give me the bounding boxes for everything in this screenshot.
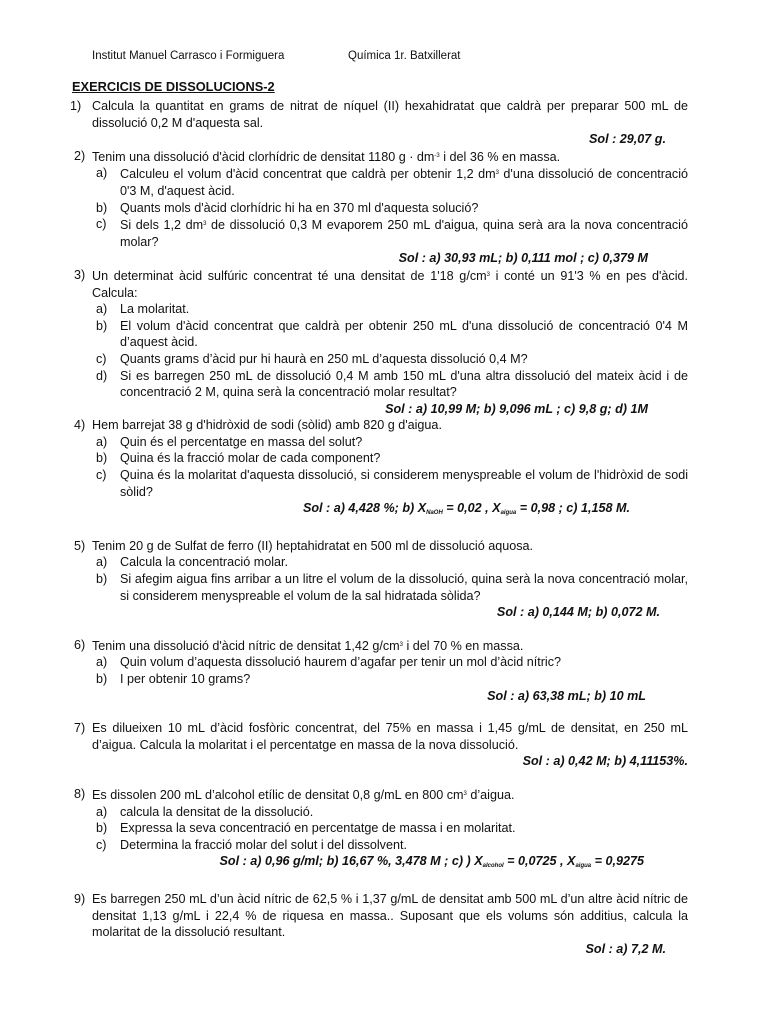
solution: Sol : a) 7,2 M.	[585, 941, 666, 956]
exercise-9	[70, 891, 688, 957]
exercise-6	[70, 637, 688, 704]
exercise-list	[70, 98, 688, 957]
subquestion-b: b) Expressa la seva concentració en percentatge de massa i en molaritat.	[96, 821, 516, 836]
exercise-number: 8)	[74, 786, 86, 801]
exercise-2	[70, 148, 688, 267]
subquestion-a: a) Quin és el percentatge en massa del solut?	[96, 434, 363, 449]
exercise-number: 4)	[74, 418, 86, 433]
subquestion-b: b) Quants mols d'àcid clorhídric hi ha en 370 ml d'aquesta solució?	[96, 200, 479, 215]
exercise-number: 2)	[74, 148, 86, 163]
document-title: EXERCICIS DE DISSOLUCIONS-2	[72, 79, 275, 94]
solution: Sol : a) 63,38 mL; b) 10 mL	[487, 688, 646, 703]
exercise-text: Es dilueixen 10 mL d’àcid fosfòric concentrat, del 75% en massa i 1,45 g/mL de densitat, en 250 mL d’aigua. Calcula la molaritat i el percentatge en massa de la nova dissolució.	[92, 721, 688, 752]
exercise-text: Tenim 20 g de Sulfat de ferro (II) heptahidratat en 500 ml de dissolució aquosa.	[92, 538, 534, 553]
exercise-3	[70, 267, 688, 417]
subquestion-a: a) calcula la densitat de la dissolució.	[96, 804, 314, 819]
exercise-number: 1)	[70, 99, 82, 113]
solution: Sol : a) 30,93 mL; b) 0,111 mol ; c) 0,379 M	[398, 251, 648, 266]
subquestion-b: b) Si afegim aigua fins arribar a un litre el volum de la dissolució, quina serà la nova concentració molar, si considerem menyspreable el volum de la sal hidratada sòlida?	[96, 572, 688, 603]
solution: Sol : a) 10,99 M; b) 9,096 mL ; c) 9,8 g; d) 1M	[385, 401, 648, 416]
solution: Sol : a) 0,96 g/ml; b) 16,67 %, 3,478 M ; c) ) $X_{alcohol} = 0,0725$ , $X_{aigua} = 0,9275$	[219, 854, 644, 870]
exercise-1	[70, 98, 688, 148]
solution: Sol : a) 0,144 M; b) 0,072 M.	[496, 605, 660, 620]
course-name: Química 1r. Batxillerat	[348, 50, 461, 62]
exercise-number: 5)	[74, 538, 86, 553]
subquestion-b: b) El volum d'àcid concentrat que caldrà per obtenir 250 mL d'una dissolució de concentració 0'4 M d’aquest àcid.	[96, 318, 688, 350]
exercise-text: Es barregen 250 mL d’un àcid nítric de 62,5 % i 1,37 g/mL de densitat amb 500 mL d’un altre àcid nítric de densitat 1,13 g/mL i 22,4 % de riquesa en massa.. Suposant que els volums són additius, calcula la molaritat de la dissolució resultant.	[92, 891, 688, 940]
subquestion-b: b) I per obtenir 10 grams?	[96, 672, 251, 686]
subquestion-c: c) Si dels 1,2 $dm^3$ de dissolució 0,3 M evaporem 250 mL d'aigua, quina serà ara la nova concentració molar?	[96, 217, 688, 249]
exercise-5	[70, 538, 688, 621]
subquestion-b: b) Quina és la fracció molar de cada component?	[96, 451, 381, 466]
exercise-number: 3)	[74, 267, 86, 282]
exercise-text: Un determinat àcid sulfúric concentrat té una densitat de 1'18 $g/cm^3$ i conté un 91'3 % en pes d'àcid. Calcula:	[92, 268, 688, 300]
solution: Sol : a) 0,42 M; b) 4,11153%.	[522, 754, 688, 769]
exercise-text: Calcula la quantitat en grams de nitrat de níquel (II) hexahidratat que caldrà per preparar 500 mL de dissolució 0,2 M d'aquesta sal.	[92, 99, 688, 130]
subquestion-a: a) La molaritat.	[96, 302, 190, 317]
exercise-number: 7)	[74, 721, 86, 736]
exercise-number: 9)	[74, 891, 86, 906]
school-name: Institut Manuel Carrasco i Formiguera	[92, 50, 285, 62]
exercise-text: Tenim una dissolució d'àcid nítric de densitat 1,42 $g/cm^3$ i del 70 % en massa.	[92, 638, 524, 653]
subquestion-a: a) Calculeu el volum d'àcid concentrat que caldrà per obtenir 1,2 $dm^3$ d'una dissolució de concentració 0'3 M, d'aquest àcid.	[96, 166, 688, 198]
subquestion-c: c) Quants grams d’àcid pur hi haurà en 250 mL d’aquesta dissolució 0,4 M?	[96, 351, 528, 366]
subquestion-a: a) Calcula la concentració molar.	[96, 555, 288, 570]
solution: Sol : 29,07 g.	[589, 132, 666, 147]
exercise-text: Tenim una dissolució d'àcid clorhídric de densitat 1180 $g \cdot dm^{-3}$ i del 36 % en massa.	[92, 149, 561, 164]
solution: Sol : a) 4,428 %; b) $X_{NaOH} = 0,02$ , $X_{aigua} = 0,98$ ; c) 1,158 M.	[302, 501, 630, 517]
subquestion-c: c) Determina la fracció molar del solut i del dissolvent.	[96, 837, 407, 852]
exercise-7	[70, 720, 688, 770]
exercise-number: 6)	[74, 637, 86, 652]
exercise-text: Es dissolen 200 mL d’alcohol etílic de densitat 0,8 g/mL en 800 $cm^3$ d’aigua.	[92, 787, 515, 802]
exercise-text: Hem barrejat 38 g d'hidròxid de sodi (sòlid) amb 820 g d'aigua.	[92, 418, 442, 433]
subquestion-d: d) Si es barregen 250 mL de dissolució 0,4 M amb 150 mL d'una altra dissolució del mateix àcid i de concentració 2 M, quina serà la concentració molar resultat?	[96, 368, 688, 400]
subquestion-a: a) Quin volum d’aquesta dissolució haurem d’agafar per tenir un mol d’àcid nítric?	[96, 655, 562, 670]
subquestion-c: c) Quina és la molaritat d'aquesta dissolució, si considerem menyspreable el volum de l'hidròxid de sodi sòlid?	[96, 468, 688, 499]
exercise-8	[70, 786, 688, 875]
exercise-4	[70, 417, 688, 522]
